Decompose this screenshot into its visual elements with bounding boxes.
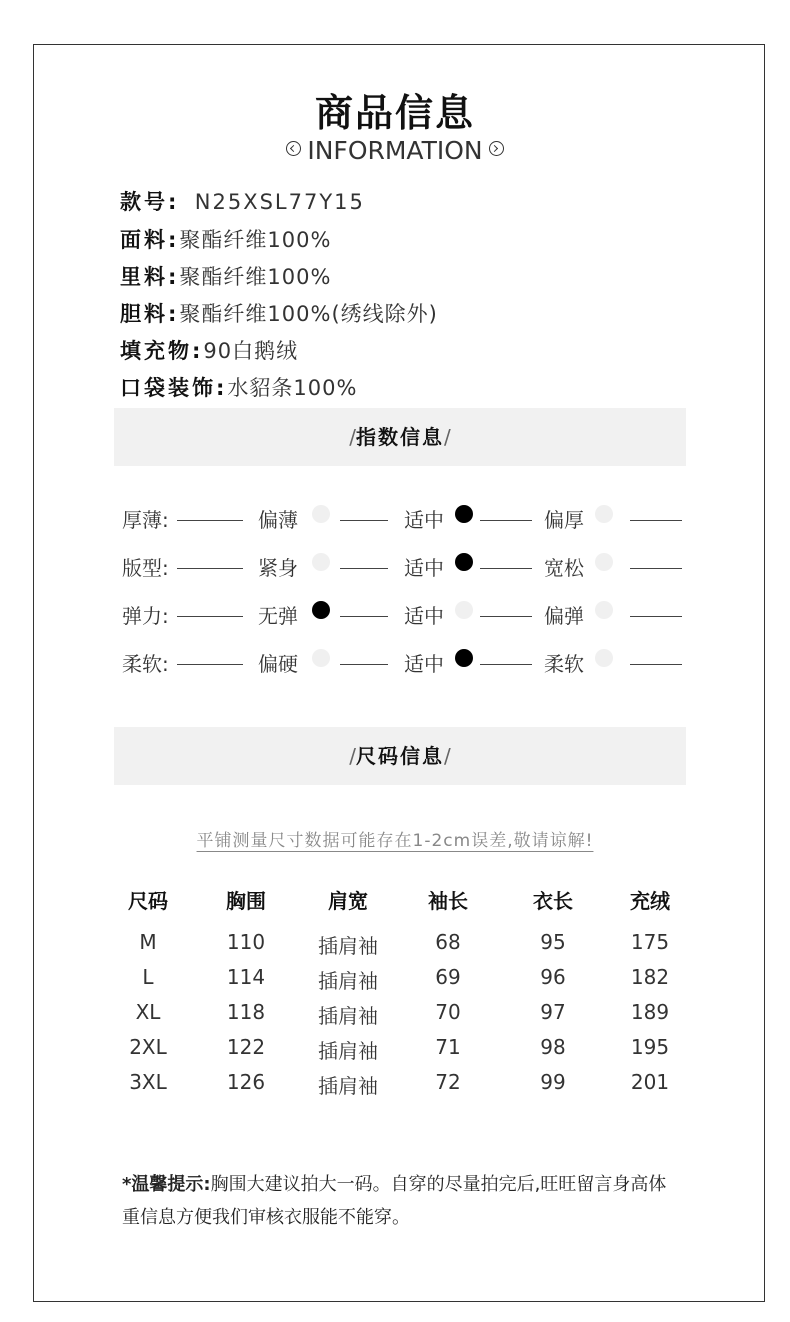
table-cell: 195 — [630, 1035, 670, 1059]
page-title: 商品信息 — [314, 91, 475, 135]
table-cell: 97 — [540, 1000, 566, 1024]
index-divider-line — [177, 520, 243, 521]
index-option-label: 偏薄 — [258, 508, 298, 532]
table-cell: 2XL — [129, 1035, 167, 1059]
table-cell: 99 — [540, 1070, 566, 1094]
index-option-label: 适中 — [404, 556, 444, 580]
index-row — [122, 649, 682, 679]
info-key: 面料: — [120, 228, 180, 252]
selected-dot-icon — [312, 601, 330, 619]
table-cell: XL — [135, 1000, 161, 1024]
table-cell: 122 — [226, 1035, 266, 1059]
index-option-label: 适中 — [404, 604, 444, 628]
selected-dot-icon — [455, 505, 473, 523]
index-option-label: 无弹 — [258, 604, 298, 628]
slash-left: / — [349, 744, 356, 768]
table-cell: 175 — [630, 930, 670, 954]
page-subtitle — [0, 136, 790, 165]
index-option-label: 偏硬 — [258, 652, 298, 676]
size-note-text: 平铺测量尺寸数据可能存在1-2cm误差,敬请谅解! — [196, 831, 594, 851]
chevron-left-circle-icon — [286, 141, 301, 156]
table-cell: 118 — [226, 1000, 266, 1024]
unselected-dot-icon — [595, 505, 613, 523]
unselected-dot-icon — [312, 649, 330, 667]
table-cell: 插肩袖 — [318, 934, 378, 958]
tip-label: *温馨提示: — [122, 1174, 211, 1195]
table-cell: 70 — [435, 1000, 461, 1024]
info-value: 聚酯纤维100% — [179, 228, 332, 252]
index-divider-line — [480, 568, 532, 569]
index-divider-line — [340, 568, 388, 569]
selected-dot-icon — [455, 649, 473, 667]
index-divider-line — [630, 664, 682, 665]
index-option-label: 偏弹 — [544, 604, 584, 628]
unselected-dot-icon — [312, 553, 330, 571]
table-cell: M — [139, 930, 157, 954]
section-title: 尺码信息 — [356, 744, 444, 768]
unselected-dot-icon — [595, 553, 613, 571]
table-cell: 71 — [435, 1035, 461, 1059]
index-divider-line — [177, 616, 243, 617]
index-label: 版型: — [122, 556, 169, 580]
index-divider-line — [480, 664, 532, 665]
chevron-right-circle-icon — [489, 141, 504, 156]
slash-left: / — [349, 425, 356, 449]
info-key: 里料: — [120, 265, 180, 289]
table-header-cell: 衣长 — [533, 889, 573, 913]
table-cell: 插肩袖 — [318, 969, 378, 993]
info-key: 款号: — [120, 190, 180, 214]
table-cell: 98 — [540, 1035, 566, 1059]
table-cell: 插肩袖 — [318, 1074, 378, 1098]
index-divider-line — [340, 616, 388, 617]
index-label: 弹力: — [122, 604, 169, 628]
table-cell: 126 — [226, 1070, 266, 1094]
index-option-label: 适中 — [404, 652, 444, 676]
table-cell: 3XL — [129, 1070, 167, 1094]
index-divider-line — [177, 664, 243, 665]
index-option-label: 柔软 — [544, 652, 584, 676]
info-value: 水貂条100% — [227, 376, 358, 400]
table-cell: 201 — [630, 1070, 670, 1094]
index-row — [122, 505, 682, 535]
info-row-inner-fabric — [120, 298, 438, 328]
index-option-label: 适中 — [404, 508, 444, 532]
tip-text: 胸围大建议拍大一码。自穿的尽量拍完后,旺旺留言身高体重信息方便我们审核衣服能不能穿。 — [122, 1174, 667, 1228]
info-row-filling — [120, 335, 298, 365]
index-option-label: 紧身 — [258, 556, 298, 580]
tip — [122, 1168, 682, 1234]
index-label: 柔软: — [122, 652, 169, 676]
table-cell: 插肩袖 — [318, 1004, 378, 1028]
table-cell: 72 — [435, 1070, 461, 1094]
index-section-header — [114, 408, 686, 466]
section-title: 指数信息 — [356, 425, 444, 449]
info-value: N25XSL77Y15 — [194, 190, 365, 214]
table-cell: 插肩袖 — [318, 1039, 378, 1063]
index-divider-line — [630, 520, 682, 521]
info-value: 聚酯纤维100%(绣线除外) — [179, 302, 438, 326]
index-divider-line — [177, 568, 243, 569]
index-divider-line — [340, 664, 388, 665]
table-cell: 182 — [630, 965, 670, 989]
table-header-cell: 袖长 — [428, 889, 468, 913]
index-divider-line — [480, 520, 532, 521]
table-cell: 96 — [540, 965, 566, 989]
slash-right: / — [444, 744, 451, 768]
index-divider-line — [630, 616, 682, 617]
index-label: 厚薄: — [122, 508, 169, 532]
table-cell: 69 — [435, 965, 461, 989]
info-row-fabric — [120, 224, 331, 254]
table-header-cell: 肩宽 — [328, 889, 368, 913]
index-divider-line — [340, 520, 388, 521]
table-cell: 189 — [630, 1000, 670, 1024]
subtitle-text: INFORMATION — [307, 136, 483, 165]
table-cell: 95 — [540, 930, 566, 954]
info-key: 胆料: — [120, 302, 180, 326]
unselected-dot-icon — [312, 505, 330, 523]
unselected-dot-icon — [455, 601, 473, 619]
size-section-header — [114, 727, 686, 785]
index-option-label: 宽松 — [544, 556, 584, 580]
index-row — [122, 601, 682, 631]
index-option-label: 偏厚 — [544, 508, 584, 532]
index-row — [122, 553, 682, 583]
table-header-cell: 胸围 — [226, 889, 266, 913]
info-row-pocket-trim — [120, 372, 357, 402]
table-cell: 110 — [226, 930, 266, 954]
unselected-dot-icon — [595, 601, 613, 619]
table-cell: 114 — [226, 965, 266, 989]
table-cell: 68 — [435, 930, 461, 954]
table-header-cell: 尺码 — [128, 889, 168, 913]
info-value: 90白鹅绒 — [203, 339, 299, 363]
selected-dot-icon — [455, 553, 473, 571]
info-row-style-no — [120, 186, 365, 216]
info-key: 填充物: — [120, 339, 204, 363]
index-divider-line — [480, 616, 532, 617]
unselected-dot-icon — [595, 649, 613, 667]
slash-right: / — [444, 425, 451, 449]
info-row-lining — [120, 261, 331, 291]
index-divider-line — [630, 568, 682, 569]
info-value: 聚酯纤维100% — [179, 265, 332, 289]
table-header-cell: 充绒 — [630, 889, 670, 913]
size-note — [0, 826, 790, 851]
info-key: 口袋装饰: — [120, 376, 228, 400]
table-cell: L — [142, 965, 154, 989]
